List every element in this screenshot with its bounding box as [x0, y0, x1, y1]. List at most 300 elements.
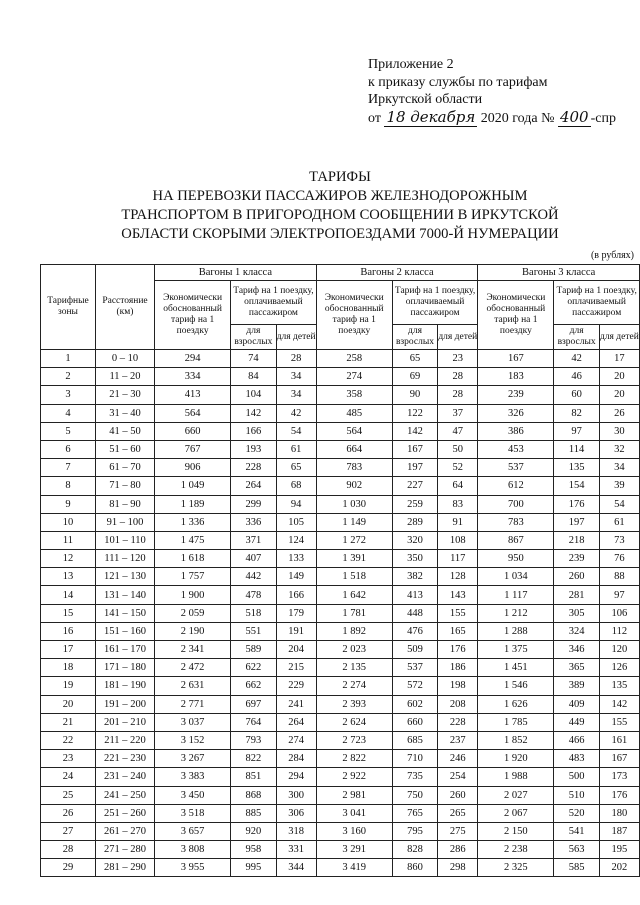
table-cell: 47 [438, 422, 478, 440]
table-cell: 697 [231, 695, 276, 713]
table-cell: 2 190 [155, 622, 231, 640]
table-cell: 1 642 [316, 586, 392, 604]
table-cell: 151 – 160 [95, 622, 154, 640]
table-cell: 112 [599, 622, 639, 640]
table-row [41, 550, 640, 568]
table-cell: 868 [231, 786, 276, 804]
table-cell: 201 – 210 [95, 713, 154, 731]
header-econ-3: Экономически обоснованный тариф на 1 поездку [478, 281, 554, 350]
table-cell: 4 [41, 404, 96, 422]
table-cell: 120 [599, 641, 639, 659]
table-cell: 274 [316, 368, 392, 386]
table-cell: 783 [316, 459, 392, 477]
table-cell: 1 546 [478, 677, 554, 695]
table-cell: 155 [599, 713, 639, 731]
table-cell: 371 [231, 531, 276, 549]
table-cell: 17 [41, 641, 96, 659]
table-cell: 305 [554, 604, 599, 622]
table-cell: 73 [599, 531, 639, 549]
table-cell: 3 291 [316, 841, 392, 859]
table-cell: 822 [231, 750, 276, 768]
header-tariff-2: Тариф на 1 поездку, оплачиваемый пассажиром [392, 281, 478, 325]
table-cell: 135 [599, 677, 639, 695]
table-cell: 324 [554, 622, 599, 640]
table-cell: 298 [438, 859, 478, 877]
table-cell: 509 [392, 641, 437, 659]
table-row [41, 822, 640, 840]
table-cell: 28 [438, 368, 478, 386]
table-cell: 2 150 [478, 822, 554, 840]
table-cell: 466 [554, 731, 599, 749]
table-cell: 241 [276, 695, 316, 713]
title-line-4: ОБЛАСТИ СКОРЫМИ ЭЛЕКТРОПОЕЗДАМИ 7000-Й НУМЕРАЦИИ [121, 226, 559, 242]
table-cell: 664 [316, 440, 392, 458]
table-cell: 24 [41, 768, 96, 786]
table-cell: 241 – 250 [95, 786, 154, 804]
table-cell: 294 [276, 768, 316, 786]
table-cell: 18 [41, 659, 96, 677]
table-row [41, 804, 640, 822]
table-cell: 41 – 50 [95, 422, 154, 440]
table-row [41, 586, 640, 604]
table-cell: 564 [155, 404, 231, 422]
table-cell: 2 238 [478, 841, 554, 859]
appendix-title: Приложение 2 [368, 57, 454, 72]
table-cell: 7 [41, 459, 96, 477]
header-adult-2: для взрослых [392, 325, 437, 350]
table-cell: 37 [438, 404, 478, 422]
table-cell: 165 [438, 622, 478, 640]
table-row [41, 422, 640, 440]
table-cell: 106 [599, 604, 639, 622]
table-cell: 16 [41, 622, 96, 640]
table-row [41, 495, 640, 513]
tariff-table-body [41, 350, 640, 877]
table-cell: 121 – 130 [95, 568, 154, 586]
table-cell: 227 [392, 477, 437, 495]
table-row [41, 750, 640, 768]
table-cell: 193 [231, 440, 276, 458]
table-cell: 3 808 [155, 841, 231, 859]
table-cell: 3 037 [155, 713, 231, 731]
number-suffix: -спр [590, 110, 616, 126]
table-cell: 32 [599, 440, 639, 458]
header-econ-1: Экономически обоснованный тариф на 1 поездку [155, 281, 231, 350]
table-cell: 453 [478, 440, 554, 458]
table-cell: 74 [231, 350, 276, 368]
table-cell: 902 [316, 477, 392, 495]
table-cell: 685 [392, 731, 437, 749]
table-cell: 54 [599, 495, 639, 513]
table-cell: 69 [392, 368, 437, 386]
table-cell: 382 [392, 568, 437, 586]
table-cell: 179 [276, 604, 316, 622]
table-cell: 28 [41, 841, 96, 859]
table-cell: 23 [438, 350, 478, 368]
table-cell: 52 [438, 459, 478, 477]
table-cell: 261 – 270 [95, 822, 154, 840]
table-cell: 1 757 [155, 568, 231, 586]
table-cell: 602 [392, 695, 437, 713]
table-row [41, 677, 640, 695]
table-cell: 2 135 [316, 659, 392, 677]
table-cell: 510 [554, 786, 599, 804]
table-cell: 281 [554, 586, 599, 604]
table-cell: 108 [438, 531, 478, 549]
table-cell: 906 [155, 459, 231, 477]
table-cell: 46 [554, 368, 599, 386]
table-cell: 518 [231, 604, 276, 622]
table-row [41, 731, 640, 749]
table-cell: 167 [392, 440, 437, 458]
table-cell: 326 [478, 404, 554, 422]
table-cell: 1 049 [155, 477, 231, 495]
table-cell: 91 [438, 513, 478, 531]
table-cell: 25 [41, 786, 96, 804]
header-child-1: для детей [276, 325, 316, 350]
table-cell: 65 [276, 459, 316, 477]
table-cell: 660 [155, 422, 231, 440]
table-cell: 154 [554, 477, 599, 495]
table-cell: 3 160 [316, 822, 392, 840]
table-cell: 622 [231, 659, 276, 677]
table-cell: 1 117 [478, 586, 554, 604]
table-cell: 195 [599, 841, 639, 859]
table-cell: 51 – 60 [95, 440, 154, 458]
table-cell: 27 [41, 822, 96, 840]
table-cell: 563 [554, 841, 599, 859]
table-cell: 1 336 [155, 513, 231, 531]
table-cell: 65 [392, 350, 437, 368]
table-cell: 15 [41, 604, 96, 622]
table-cell: 300 [276, 786, 316, 804]
table-row [41, 841, 640, 859]
table-cell: 191 – 200 [95, 695, 154, 713]
table-cell: 128 [438, 568, 478, 586]
table-cell: 260 [438, 786, 478, 804]
table-cell: 1 451 [478, 659, 554, 677]
table-cell: 700 [478, 495, 554, 513]
table-row [41, 459, 640, 477]
table-cell: 764 [231, 713, 276, 731]
table-cell: 126 [599, 659, 639, 677]
table-cell: 3 419 [316, 859, 392, 877]
table-cell: 84 [231, 368, 276, 386]
table-cell: 765 [392, 804, 437, 822]
table-cell: 589 [231, 641, 276, 659]
table-cell: 60 [554, 386, 599, 404]
table-cell: 867 [478, 531, 554, 549]
table-cell: 2 393 [316, 695, 392, 713]
table-cell: 3 450 [155, 786, 231, 804]
table-cell: 28 [438, 386, 478, 404]
table-cell: 662 [231, 677, 276, 695]
table-cell: 2 631 [155, 677, 231, 695]
table-cell: 2 922 [316, 768, 392, 786]
table-cell: 2 624 [316, 713, 392, 731]
table-row [41, 695, 640, 713]
table-cell: 142 [599, 695, 639, 713]
table-cell: 2 723 [316, 731, 392, 749]
header-adult-3: для взрослых [554, 325, 599, 350]
table-cell: 500 [554, 768, 599, 786]
table-cell: 409 [554, 695, 599, 713]
table-cell: 318 [276, 822, 316, 840]
table-cell: 735 [392, 768, 437, 786]
table-row [41, 786, 640, 804]
table-cell: 14 [41, 586, 96, 604]
table-cell: 114 [554, 440, 599, 458]
table-cell: 520 [554, 804, 599, 822]
table-cell: 306 [276, 804, 316, 822]
table-cell: 1 988 [478, 768, 554, 786]
table-cell: 21 – 30 [95, 386, 154, 404]
date-prefix: от [368, 110, 381, 126]
table-cell: 176 [554, 495, 599, 513]
table-cell: 181 – 190 [95, 677, 154, 695]
table-cell: 81 – 90 [95, 495, 154, 513]
tariff-table [40, 264, 640, 877]
table-cell: 1 892 [316, 622, 392, 640]
table-cell: 167 [599, 750, 639, 768]
table-cell: 133 [276, 550, 316, 568]
table-cell: 346 [554, 641, 599, 659]
table-cell: 90 [392, 386, 437, 404]
table-cell: 2 771 [155, 695, 231, 713]
header-class-2: Вагоны 2 класса [316, 265, 478, 281]
table-cell: 920 [231, 822, 276, 840]
header-child-2: для детей [438, 325, 478, 350]
table-cell: 26 [41, 804, 96, 822]
table-cell: 117 [438, 550, 478, 568]
table-cell: 995 [231, 859, 276, 877]
table-cell: 166 [231, 422, 276, 440]
table-cell: 294 [155, 350, 231, 368]
table-cell: 10 [41, 513, 96, 531]
table-cell: 885 [231, 804, 276, 822]
table-cell: 42 [554, 350, 599, 368]
table-cell: 2 981 [316, 786, 392, 804]
table-cell: 180 [599, 804, 639, 822]
table-cell: 122 [392, 404, 437, 422]
table-row [41, 440, 640, 458]
table-cell: 564 [316, 422, 392, 440]
table-cell: 950 [478, 550, 554, 568]
table-cell: 229 [276, 677, 316, 695]
table-cell: 3 041 [316, 804, 392, 822]
table-cell: 173 [599, 768, 639, 786]
table-cell: 211 – 220 [95, 731, 154, 749]
table-cell: 572 [392, 677, 437, 695]
table-cell: 161 – 170 [95, 641, 154, 659]
table-cell: 442 [231, 568, 276, 586]
table-cell: 218 [554, 531, 599, 549]
table-cell: 34 [276, 386, 316, 404]
table-cell: 449 [554, 713, 599, 731]
table-cell: 551 [231, 622, 276, 640]
table-cell: 260 [554, 568, 599, 586]
table-cell: 795 [392, 822, 437, 840]
table-cell: 97 [599, 586, 639, 604]
table-cell: 750 [392, 786, 437, 804]
table-row [41, 641, 640, 659]
table-cell: 265 [438, 804, 478, 822]
table-cell: 12 [41, 550, 96, 568]
table-cell: 358 [316, 386, 392, 404]
table-row [41, 768, 640, 786]
table-cell: 275 [438, 822, 478, 840]
table-row [41, 404, 640, 422]
title-line-3: ТРАНСПОРТОМ В ПРИГОРОДНОМ СООБЩЕНИИ В ИРКУТСКОЙ [121, 207, 559, 223]
table-cell: 1 475 [155, 531, 231, 549]
table-cell: 11 [41, 531, 96, 549]
table-cell: 239 [554, 550, 599, 568]
table-cell: 537 [392, 659, 437, 677]
table-cell: 191 [276, 622, 316, 640]
table-cell: 221 – 230 [95, 750, 154, 768]
table-cell: 76 [599, 550, 639, 568]
table-cell: 26 [599, 404, 639, 422]
header-class-3: Вагоны 3 класса [478, 265, 640, 281]
table-cell: 365 [554, 659, 599, 677]
table-cell: 537 [478, 459, 554, 477]
table-cell: 183 [478, 368, 554, 386]
table-cell: 1 189 [155, 495, 231, 513]
table-cell: 284 [276, 750, 316, 768]
table-cell: 281 – 290 [95, 859, 154, 877]
table-cell: 13 [41, 568, 96, 586]
table-cell: 237 [438, 731, 478, 749]
table-cell: 54 [276, 422, 316, 440]
table-cell: 2 822 [316, 750, 392, 768]
table-cell: 101 – 110 [95, 531, 154, 549]
table-cell: 483 [554, 750, 599, 768]
title-line-1: ТАРИФЫ [309, 169, 371, 185]
table-cell: 585 [554, 859, 599, 877]
header-distance: Расстояние (км) [95, 265, 154, 350]
table-cell: 2 274 [316, 677, 392, 695]
table-cell: 271 – 280 [95, 841, 154, 859]
table-cell: 344 [276, 859, 316, 877]
table-cell: 11 – 20 [95, 368, 154, 386]
table-cell: 161 [599, 731, 639, 749]
table-cell: 350 [392, 550, 437, 568]
table-row [41, 531, 640, 549]
table-cell: 20 [41, 695, 96, 713]
table-row [41, 513, 640, 531]
table-cell: 793 [231, 731, 276, 749]
table-cell: 331 [276, 841, 316, 859]
table-cell: 91 – 100 [95, 513, 154, 531]
table-cell: 3 955 [155, 859, 231, 877]
handwritten-number: 400 [559, 107, 589, 126]
table-cell: 22 [41, 731, 96, 749]
table-cell: 31 – 40 [95, 404, 154, 422]
table-cell: 71 – 80 [95, 477, 154, 495]
table-row [41, 477, 640, 495]
table-cell: 202 [599, 859, 639, 877]
table-cell: 228 [231, 459, 276, 477]
table-cell: 61 – 70 [95, 459, 154, 477]
table-cell: 5 [41, 422, 96, 440]
table-cell: 2 325 [478, 859, 554, 877]
table-cell: 197 [392, 459, 437, 477]
table-cell: 239 [478, 386, 554, 404]
header-child-3: для детей [599, 325, 639, 350]
table-cell: 1 900 [155, 586, 231, 604]
table-row [41, 386, 640, 404]
table-cell: 3 152 [155, 731, 231, 749]
table-row [41, 350, 640, 368]
table-cell: 2 023 [316, 641, 392, 659]
table-cell: 39 [599, 477, 639, 495]
table-cell: 42 [276, 404, 316, 422]
table-cell: 29 [41, 859, 96, 877]
table-cell: 389 [554, 677, 599, 695]
table-cell: 1 920 [478, 750, 554, 768]
table-cell: 187 [599, 822, 639, 840]
table-cell: 34 [276, 368, 316, 386]
table-cell: 1 852 [478, 731, 554, 749]
table-cell: 176 [438, 641, 478, 659]
table-cell: 612 [478, 477, 554, 495]
table-cell: 61 [599, 513, 639, 531]
table-cell: 88 [599, 568, 639, 586]
table-cell: 386 [478, 422, 554, 440]
table-cell: 28 [276, 350, 316, 368]
table-cell: 167 [478, 350, 554, 368]
header-adult-1: для взрослых [231, 325, 276, 350]
table-cell: 20 [599, 368, 639, 386]
table-cell: 413 [155, 386, 231, 404]
table-cell: 407 [231, 550, 276, 568]
table-cell: 413 [392, 586, 437, 604]
table-cell: 8 [41, 477, 96, 495]
table-cell: 64 [438, 477, 478, 495]
table-row [41, 859, 640, 877]
appendix-date-line [368, 109, 616, 128]
table-cell: 1 391 [316, 550, 392, 568]
table-cell: 104 [231, 386, 276, 404]
table-cell: 166 [276, 586, 316, 604]
table-row [41, 604, 640, 622]
table-cell: 204 [276, 641, 316, 659]
table-cell: 1 [41, 350, 96, 368]
table-cell: 1 272 [316, 531, 392, 549]
table-cell: 228 [438, 713, 478, 731]
table-cell: 3 518 [155, 804, 231, 822]
table-cell: 1 034 [478, 568, 554, 586]
table-cell: 1 626 [478, 695, 554, 713]
table-cell: 251 – 260 [95, 804, 154, 822]
table-cell: 2 341 [155, 641, 231, 659]
table-cell: 149 [276, 568, 316, 586]
table-cell: 23 [41, 750, 96, 768]
table-cell: 1 030 [316, 495, 392, 513]
table-cell: 1 518 [316, 568, 392, 586]
handwritten-date: 18 декабря [386, 107, 476, 126]
units-note: (в рублях) [590, 250, 634, 261]
table-cell: 336 [231, 513, 276, 531]
table-cell: 254 [438, 768, 478, 786]
table-cell: 541 [554, 822, 599, 840]
table-cell: 9 [41, 495, 96, 513]
table-cell: 3 383 [155, 768, 231, 786]
table-cell: 83 [438, 495, 478, 513]
table-cell: 246 [438, 750, 478, 768]
table-cell: 3 [41, 386, 96, 404]
table-cell: 860 [392, 859, 437, 877]
